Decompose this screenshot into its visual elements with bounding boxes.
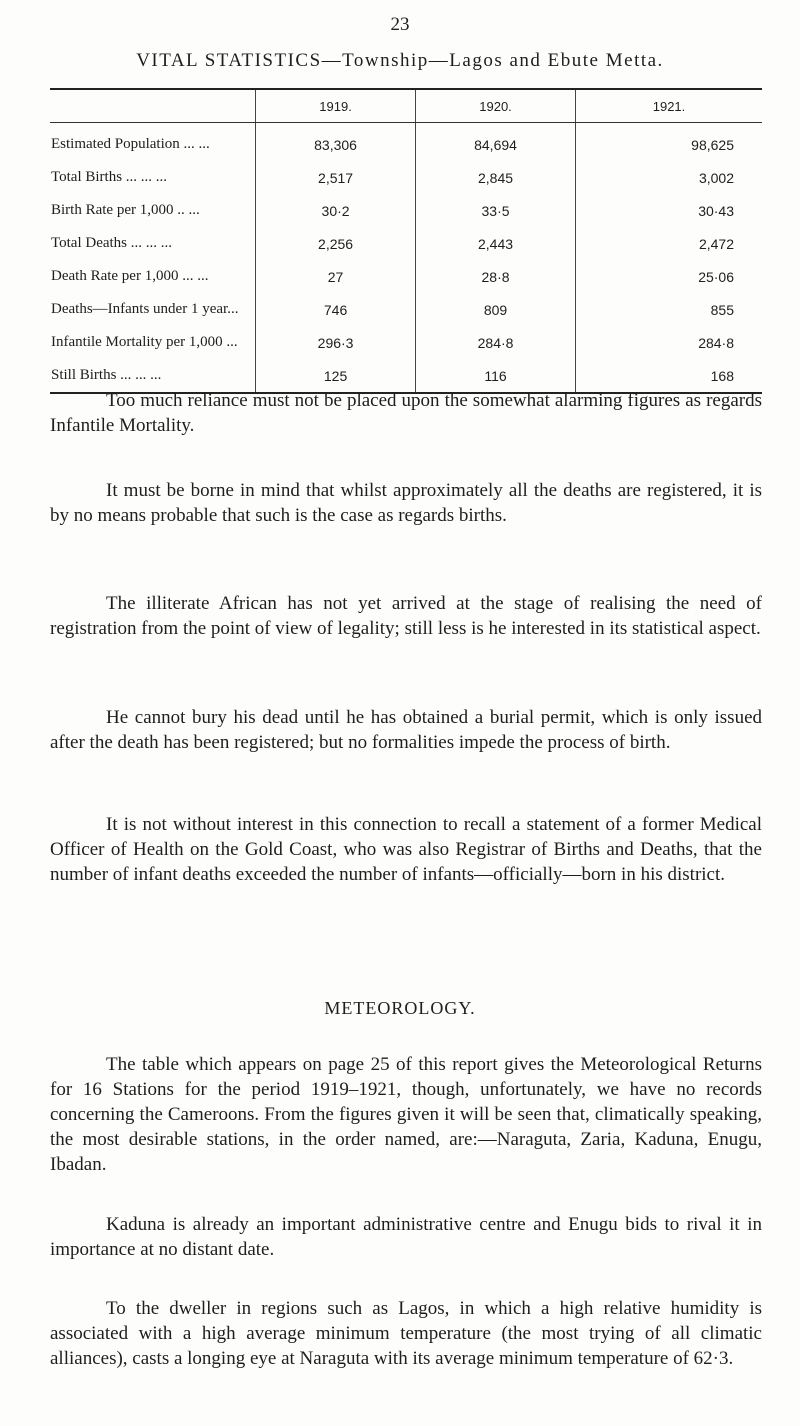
table-header-row [50,89,762,123]
table-cell: 746 [256,293,416,326]
table-cell: 83,306 [256,123,416,162]
table-cell: 3,002 [576,161,762,194]
table-cell: 2,256 [256,227,416,260]
table-row [50,326,762,359]
paragraph: Too much reliance must not be placed upon the somewhat alarming figures as regards Infantile Mortality. [50,390,762,436]
table-cell: 30·2 [256,194,416,227]
table-row [50,260,762,293]
column-header [50,89,256,123]
table-cell: 284·8 [576,326,762,359]
paragraph: It is not without interest in this connection to recall a statement of a former Medical Officer of Health on the Gold Coast, who was also Registrar of Births and Deaths, that the number of infant deaths exceeded the number of infants—officially—born in his district. [50,814,762,885]
column-header: 1920. [416,89,576,123]
row-label: Birth Rate per 1,000 .. ... [51,202,200,218]
column-header: 1921. [576,89,762,123]
paragraph: Kaduna is already an important administrative centre and Enugu bids to rival it in importance at no distant date. [50,1214,762,1260]
table-cell: 28·8 [416,260,576,293]
paragraph: The illiterate African has not yet arrived at the stage of realising the need of registration from the point of view of legality; still less is he interested in its statistical aspect. [50,593,762,639]
table-cell: 33·5 [416,194,576,227]
table-row [50,194,762,227]
row-label: Death Rate per 1,000 ... ... [51,268,209,284]
table-cell: 27 [256,260,416,293]
table-row [50,123,762,162]
page-number: 23 [390,14,410,35]
paragraph: It must be borne in mind that whilst approximately all the deaths are registered, it is by no means probable that such is the case as regards births. [50,480,762,526]
table-cell: 30·43 [576,194,762,227]
table-cell: 25·06 [576,260,762,293]
row-label: Deaths—Infants under 1 year... [51,301,239,317]
section-title: METEOROLOGY. [324,998,476,1018]
table-cell: 2,472 [576,227,762,260]
paragraph: He cannot bury his dead until he has obtained a burial permit, which is only issued after the death has been registered; but no formalities impede the process of birth. [50,707,762,753]
row-label: Still Births ... ... ... [51,367,162,383]
table-cell: 84,694 [416,123,576,162]
table-cell: 855 [576,293,762,326]
table-cell: 98,625 [576,123,762,162]
column-header: 1919. [256,89,416,123]
table-cell: 168 [576,359,762,393]
table-cell: 2,517 [256,161,416,194]
table-cell: 284·8 [416,326,576,359]
table-row [50,293,762,326]
row-label: Total Deaths ... ... ... [51,235,173,251]
table-row [50,161,762,194]
vital-statistics-table [50,88,762,394]
paragraph: The table which appears on page 25 of this report gives the Meteorological Returns for 16 Stations for the period 1919–1921, though, unfortunately, we have no records concerning the Cameroons. From the figures given it will be seen that, climatically speaking, the most desirable stations, in the order named, are:—Naraguta, Zaria, Kaduna, Enugu, Ibadan. [50,1054,762,1175]
table-cell: 125 [256,359,416,393]
table-cell: 2,845 [416,161,576,194]
table-cell: 296·3 [256,326,416,359]
row-label: Infantile Mortality per 1,000 ... [51,334,238,350]
table-cell: 116 [416,359,576,393]
page-heading: VITAL STATISTICS—Township—Lagos and Ebute Metta. [136,50,664,71]
table-cell: 809 [416,293,576,326]
table-row [50,227,762,260]
table-cell: 2,443 [416,227,576,260]
paragraph: To the dweller in regions such as Lagos, in which a high relative humidity is associated with a high average minimum temperature (the most trying of all climatic alliances), casts a longing eye at Naraguta with its average minimum temperature of 62·3. [50,1298,762,1369]
row-label: Total Births ... ... ... [51,169,168,185]
row-label: Estimated Population ... ... [51,136,210,152]
